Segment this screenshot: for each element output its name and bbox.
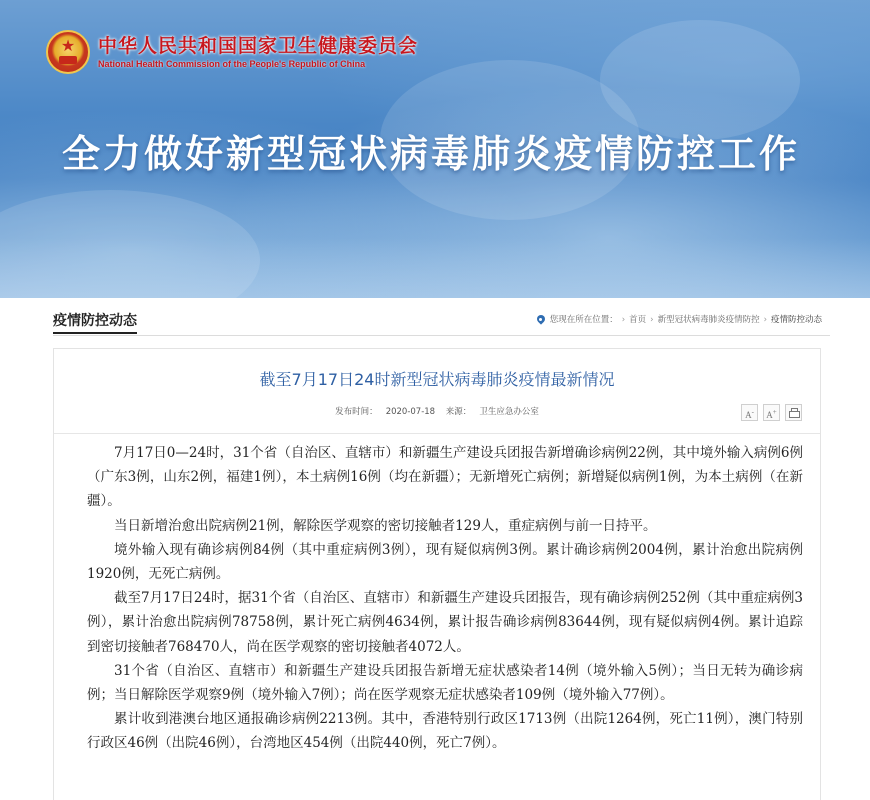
breadcrumb-item-epidemic[interactable]: 新型冠状病毒肺炎疫情防控 [657,315,760,325]
location-pin-icon [537,315,545,325]
article-paragraph: 截至7月17日24时，据31个省（自治区、直辖市）和新疆生产建设兵团报告，现有确诊病例252例（其中重症病例3例），累计治愈出院病例78758例，累计死亡病例4634例，累计报告确诊病例83644例，现有疑似病例4例。累计追踪到密切接触者768470人，尚在医学观察的密切接触者4072人。 [87,590,803,655]
org-name-cn: 中华人民共和国国家卫生健康委员会 [98,35,419,57]
publish-date: 2020-07-18 [385,407,436,417]
article-paragraph: 累计收到港澳台地区通报确诊病例2213例。其中，香港特别行政区1713例（出院1264例，死亡11例），澳门特别行政区46例（出院46例），台湾地区454例（出院440例，死亡7例）。 [87,711,803,752]
banner-decoration [0,190,260,298]
breadcrumb-separator: › [650,315,654,325]
divider [54,433,820,434]
article-title: 截至7月17日24时新型冠状病毒肺炎疫情最新情况 [259,370,615,389]
minus-icon: - [751,408,754,416]
breadcrumb-prefix: 您现在所在位置： [549,315,618,325]
banner-slogan: 全力做好新型冠状病毒肺炎疫情防控工作 [62,132,801,176]
breadcrumb-separator: › [621,315,626,325]
font-decrease-label: A [745,410,752,420]
source-info [446,407,539,417]
font-increase-button[interactable] [763,404,780,421]
header-banner [0,0,870,298]
banner-decoration [600,20,800,140]
article-body [87,441,803,756]
article-paragraph: 当日新增治愈出院病例21例，解除医学观察的密切接触者129人，重症病例与前一日持平。 [114,517,657,534]
article-tools [736,404,802,421]
breadcrumb-item-current[interactable]: 疫情防控动态 [770,315,822,325]
article-paragraph: 7月17日0—24时，31个省（自治区、直辖市）和新疆生产建设兵团报告新增确诊病例22例，其中境外输入病例6例（广东3例，山东2例，福建1例），本土病例16例（均在新疆）；无新增死亡病例；新增疑似病例1例，为本土病例（在新疆）。 [87,445,803,510]
national-emblem-icon [46,30,90,74]
source-label: 来源： [445,407,472,417]
logo-text [98,34,418,70]
article-paragraph: 境外输入现有确诊病例84例（其中重症病例3例），现有疑似病例3例。累计确诊病例2004例，累计治愈出院病例1920例，无死亡病例。 [87,541,803,583]
publish-info [335,407,435,417]
section-title: 疫情防控动态 [53,312,137,334]
font-increase-label: A [766,410,773,420]
article-meta [54,406,820,418]
source-value: 卫生应急办公室 [479,407,539,417]
site-logo[interactable] [46,30,418,74]
article-paragraph: 31个省（自治区、直辖市）和新疆生产建设兵团报告新增无症状感染者14例（境外输入5例）；当日无转为确诊病例；当日解除医学观察9例（境外输入7例）；尚在医学观察无症状感染者109例（境外输入77例）。 [87,662,803,704]
section-header [53,306,830,336]
font-decrease-button[interactable] [741,404,758,421]
plus-icon: + [772,408,777,416]
breadcrumb-item-home[interactable]: 首页 [629,315,647,325]
print-button[interactable] [785,404,802,421]
breadcrumb [537,314,822,326]
org-name-en: National Health Commission of the People's Republic of China [98,59,366,69]
breadcrumb-separator: › [763,315,767,325]
publish-label: 发布时间： [335,407,378,417]
article-panel [53,348,821,800]
